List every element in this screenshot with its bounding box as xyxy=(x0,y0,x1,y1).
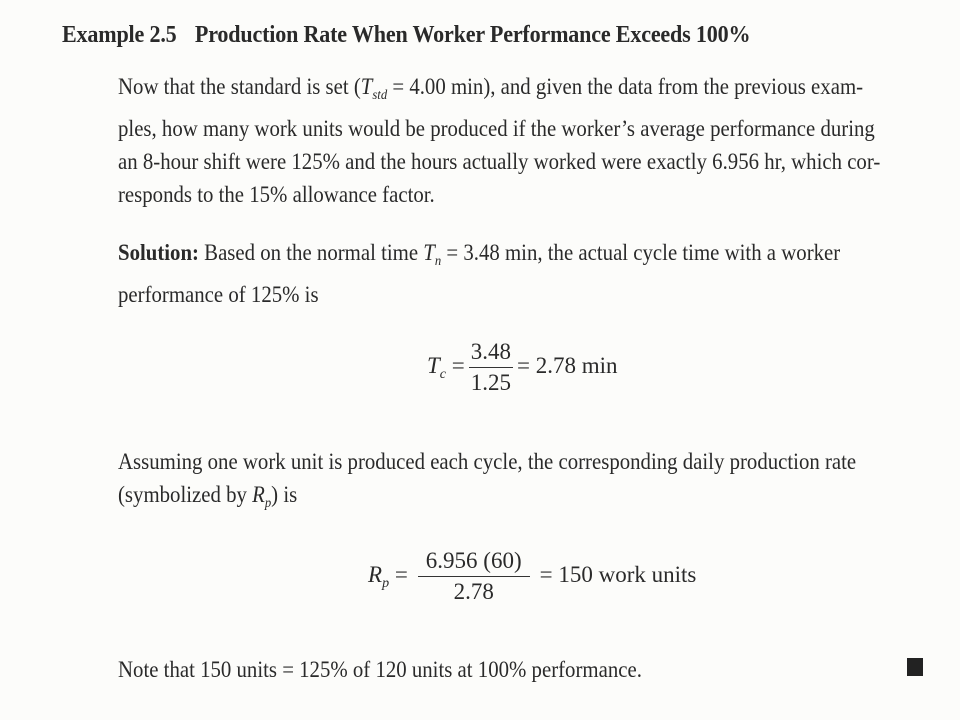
example-heading xyxy=(62,22,750,49)
eq1-lhs: T xyxy=(427,352,440,378)
end-of-example-mark xyxy=(907,658,923,676)
solution-line-1 xyxy=(118,236,849,278)
symbol-sub-std: std xyxy=(372,88,388,103)
assume-line-2 xyxy=(118,478,849,520)
intro-text: = 4.00 min), and given the data from the previous exam- xyxy=(387,74,864,99)
intro-paragraph xyxy=(118,70,926,211)
eq2-denominator: 2.78 xyxy=(453,579,494,604)
solution-paragraph xyxy=(118,236,926,311)
intro-line-4: responds to the 15% allowance factor. xyxy=(118,182,435,207)
eq1-equals: = xyxy=(446,352,465,378)
eq2-numerator: 6.956 (60) xyxy=(418,548,530,577)
note-paragraph xyxy=(118,653,926,686)
solution-line-2: performance of 125% is xyxy=(118,282,319,307)
symbol-t: T xyxy=(360,74,373,99)
eq2-lhs-sub: p xyxy=(382,575,390,591)
eq1-numerator: 3.48 xyxy=(469,339,513,368)
solution-heading: Solution: xyxy=(118,240,199,265)
eq2-fraction xyxy=(418,548,530,605)
eq2-lhs: R xyxy=(368,561,383,587)
equation-production-rate xyxy=(368,548,696,605)
intro-line-2: ples, how many work units would be produced if the worker’s average performance during xyxy=(118,116,875,141)
assume-line-1: Assuming one work unit is produced each cycle, the corresponding daily production rate xyxy=(118,449,857,474)
eq1-lhs-sub: c xyxy=(439,366,447,382)
symbol-t: T xyxy=(423,240,435,265)
example-label: Example 2.5 xyxy=(62,22,177,48)
assume-text: (symbolized by xyxy=(118,482,253,507)
assume-text: ) is xyxy=(271,482,298,507)
eq1-result: = 2.78 min xyxy=(517,352,618,378)
example-title: Production Rate When Worker Performance Exceeds 100% xyxy=(194,22,751,48)
solution-text: = 3.48 min, the actual cycle time with a worker xyxy=(441,240,841,265)
symbol-r: R xyxy=(252,482,265,507)
intro-text: Now that the standard is set ( xyxy=(118,74,361,99)
solution-text: Based on the normal time xyxy=(198,240,424,265)
eq2-result: = 150 work units xyxy=(539,561,697,587)
eq2-equals: = xyxy=(389,561,408,587)
assumption-paragraph xyxy=(118,445,926,520)
symbol-sub-p: p xyxy=(264,496,272,511)
symbol-sub-n: n xyxy=(434,254,442,269)
equation-cycle-time xyxy=(427,339,618,396)
eq1-fraction xyxy=(469,339,513,396)
note-line: Note that 150 units = 125% of 120 units at 100% performance. xyxy=(118,657,642,682)
intro-line-3: an 8-hour shift were 125% and the hours actually worked were exactly 6.956 hr, which cor- xyxy=(118,149,881,174)
eq1-denominator: 1.25 xyxy=(470,370,511,395)
intro-line-1 xyxy=(118,70,864,112)
